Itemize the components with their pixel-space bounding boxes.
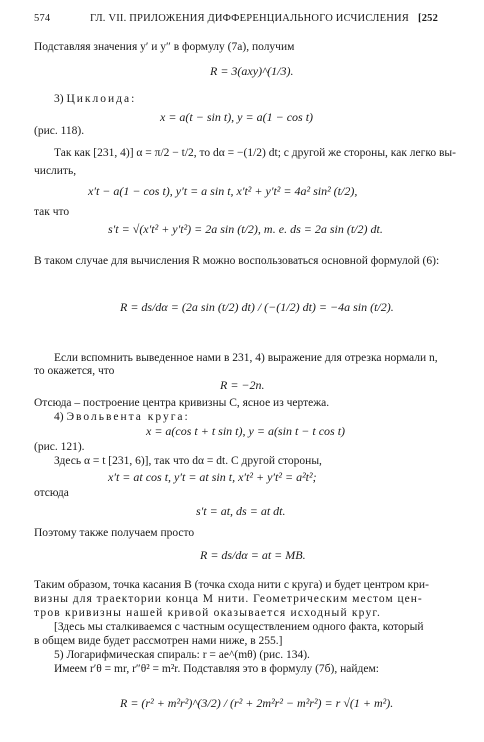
item-heading-involute [54, 410, 190, 424]
item-heading-cycloid [54, 92, 136, 106]
equation-radius-spiral: R = (r² + m²r²)^(3/2) / (r² + 2m²r² − m²r²) = r √(1 + m²). [120, 696, 394, 710]
page-number: 574 [34, 13, 51, 24]
equation-arc-derivative: s′t = √(x′t² + y′t²) = 2a sin (t/2), т. е. ds = 2a sin (t/2) dt. [108, 222, 383, 236]
text-line: В таком случае для вычисления R можно воспользоваться основной формулой (6): [34, 255, 440, 267]
text-line: тров кривизны нашей кривой оказывается исходный круг. [34, 607, 382, 619]
text-line: то окажется, что [34, 365, 115, 377]
text-line: Отсюда – построение центра кривизны C, ясное из чертежа. [34, 397, 330, 409]
item-number: 3) [54, 93, 64, 105]
equation-derivatives: x′t − a(1 − cos t), y′t = a sin t, x′t² + y′t² = 4a² sin² (t/2), [88, 184, 358, 198]
text-line: Таким образом, точка касания B (точка схода нити с круга) и будет центром кри- [34, 579, 429, 591]
equation-normal: R = −2n. [220, 378, 265, 392]
text-line: Поэтому также получаем просто [34, 527, 195, 539]
text-line: числить, [34, 165, 77, 177]
running-title: ГЛ. VII. ПРИЛОЖЕНИЯ ДИФФЕРЕНЦИАЛЬНОГО ИСЧИСЛЕНИЯ [90, 13, 409, 24]
text-line: Подставляя значения y′ и y″ в формулу (7а), получим [34, 41, 295, 53]
equation-radius-involute: R = ds/dα = at = MB. [200, 548, 306, 562]
section-number: [252 [418, 13, 439, 24]
equation-involute-derivatives: x′t = at cos t, y′t = at sin t, x′t² + y′t² = a²t²; [108, 470, 317, 484]
equation-involute: x = a(cos t + t sin t), y = a(sin t − t cos t) [146, 424, 346, 438]
text-line: [Здесь мы сталкиваемся с частным осуществлением одного факта, который [54, 621, 424, 633]
item-heading-log-spiral: 5) Логарифмическая спираль: r = ae^(mθ) (рис. 134). [54, 649, 310, 661]
equation-cube-root [210, 64, 293, 79]
item-number: 4) [54, 411, 64, 423]
text-line: (рис. 121). [34, 441, 85, 453]
text-line: Так как [231, 4)] α = π/2 − t/2, то dα = −(1/2) dt; с другой же стороны, как легко вы- [54, 147, 456, 159]
item-title: Циклоида: [66, 93, 137, 105]
text-line: так что [34, 206, 70, 218]
text-line: (рис. 118). [34, 125, 85, 137]
item-title: Эвольвента круга: [66, 411, 190, 423]
equation-radius-cycloid: R = ds/dα = (2a sin (t/2) dt) / (−(1/2) dt) = −4a sin (t/2). [120, 300, 394, 314]
text-line: Если вспомнить выведенное нами в 231, 4) выражение для отрезка нормали n, [54, 352, 438, 364]
text-line: Имеем r′θ = mr, r″θ² = m²r. Подставляя это в формулу (7б), найдем: [54, 663, 379, 675]
text-line: в общем виде будет рассмотрен нами ниже, в 255.] [34, 635, 283, 647]
text-line: визны для траектории конца M нити. Геометрическим местом цен- [34, 593, 423, 605]
equation-cycloid: x = a(t − sin t), y = a(1 − cos t) [160, 110, 314, 124]
equation: R = 3(axy)^(1/3). [210, 64, 294, 78]
text-line: Здесь α = t [231, 6)], так что dα = dt. С другой стороны, [54, 455, 322, 467]
equation-arc-involute: s′t = at, ds = at dt. [196, 504, 286, 518]
text-line: отсюда [34, 487, 69, 499]
